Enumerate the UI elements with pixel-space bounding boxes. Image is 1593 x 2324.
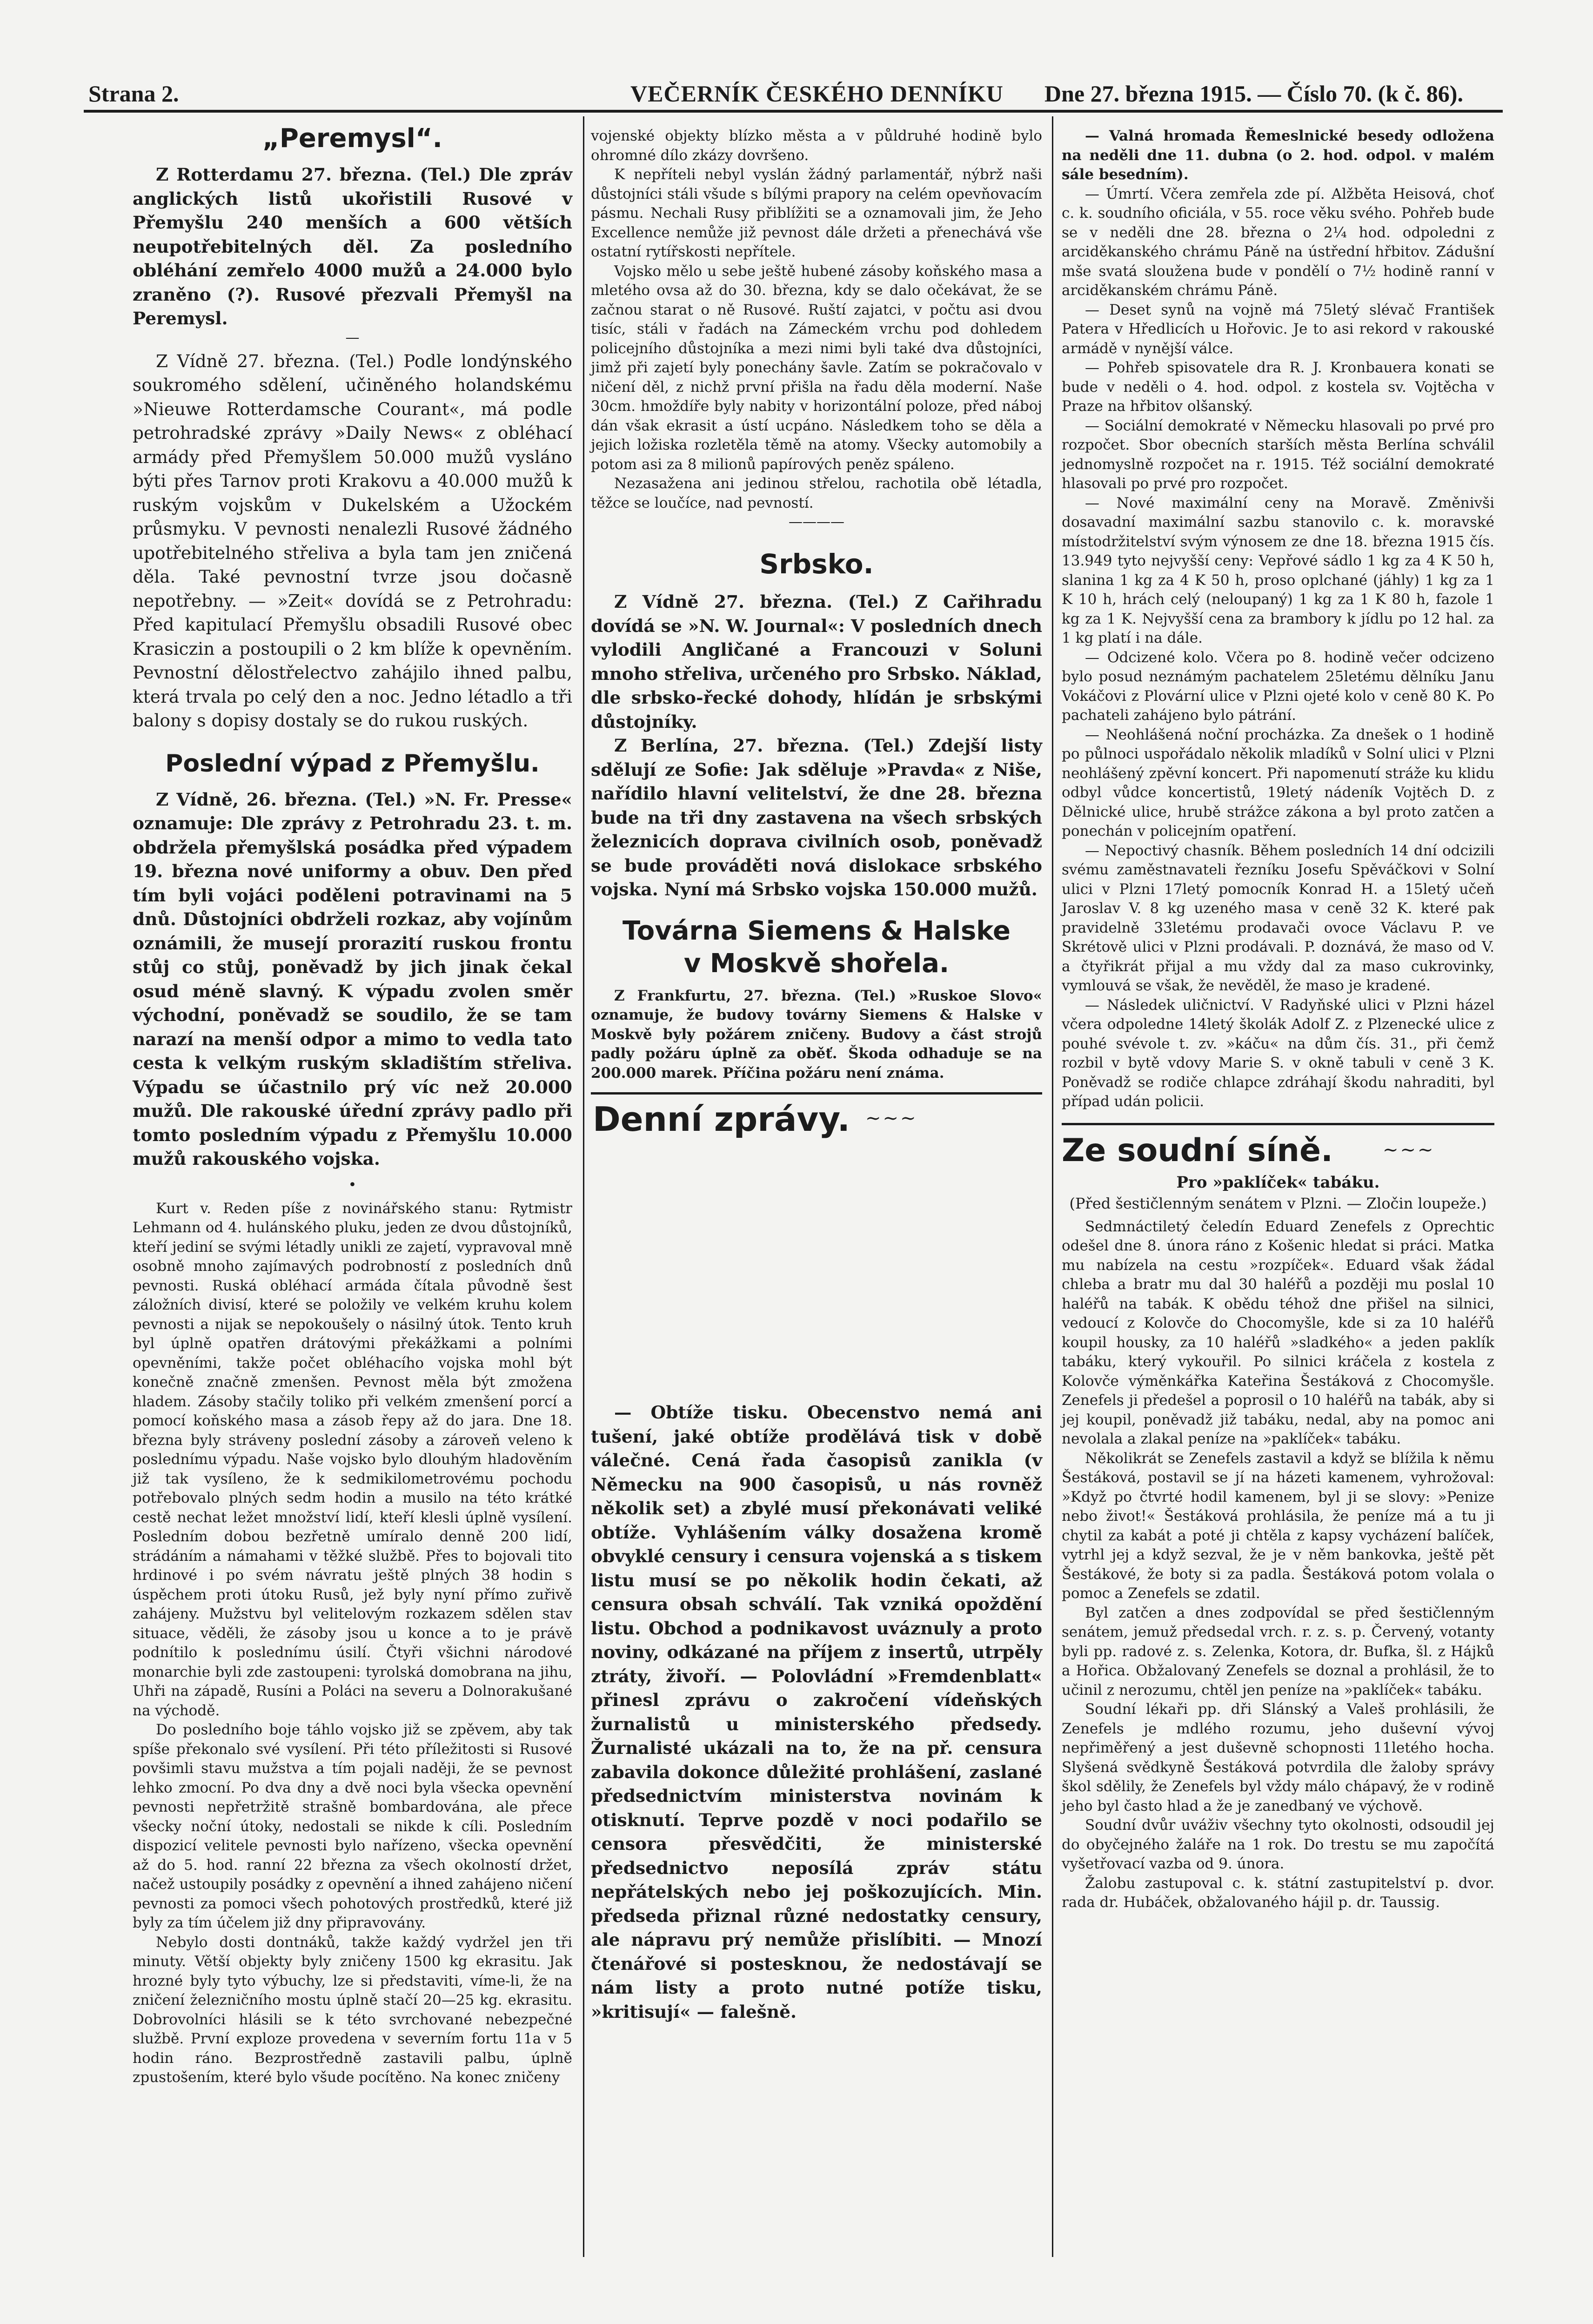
separator: — [345,329,360,346]
article-cont-3: Vojsko mělo u sebe ještě hubené zásoby koňského masa a mletého ovsa až do 30. března, kdy se dalo očekávat, že se začnou starat o ně Rusové. Ruští zajatci, v počtu asi dvou tisíc, stáli v řadách na Zámeckém vrchu pod dohledem policejního důstojníka a mezi nimi byli také dva důstojníci, jimž při zajetí byly ponechány šavle. Zatím se pokračovalo v ničení děl, z nichž první přišla na řadu děla moderní. Naše 30cm. hmoždíře byly nabity v horizontální poloze, před náboj dán však ekrasit a ústí ucpáno. Následkem toho se děla a jejich ložiska rozletěla těmě na atomy. Všecky automobily a potom asi za 8 milionů papírových peněz spáleno. [591,262,1042,473]
headline-last-sortie: Poslední výpad z Přemyšlu. [165,749,540,778]
headline-siemens-1: Továrna Siemens & Halske [622,915,1011,946]
article-rotterdam: Z Rotterdamu 27. března. (Tel.) Dle zpráv anglických listů ukořistili Rusové v Přemyšlu 240 menších a 600 větších neupotřebitelných děl. Za posledního obléhání zemřelo 4000 mužů a 24.000 bylo zraněno (?). Rusové přezvali Přemyšl na Peremysl. [133,164,572,329]
column-rule-1 [583,116,584,2257]
news-9: — Nepoctivý chasník. Během posledních 14 dní odcizili svému zaměstnavateli řezníku Josefu Spěváčkovi v Solní ulici v Plzni 17letý pomocník Konrad H. a 15letý učeň Jaroslav V. 8 kg uzeného masa v ceně 32 K. které pak pravidelně 33letému prodavači ovoce Václavu P. ve Skrétově ulici v Plzni prodávali. P. doznává, že maso od V. a čtyřikrát přijal a mu vždy dal za maso cukrovinky, vymlouvá se však, že nevěděl, že maso je kradené. [1062,842,1494,994]
news-10: — Následek uličnictví. V Radyňské ulici v Plzni házel včera odpoledne 14letý školák Adolf Z. z Plzenecké ulice z pouhé svévole t. zv. »káču« na dům čís. 31., při čemž rozbil v bytě vdovy Marie S. v okně tabuli v ceně 3 K. Poněvadž se rodiče chlapce zdráhají škodu nahraditi, byl případ udán policii. [1062,996,1494,1110]
headline-peremysl: „Peremysl“. [262,123,442,154]
ornament: ~~~ [1383,1139,1435,1161]
news-5: — Sociální demokraté v Německu hlasovali po prvé pro rozpočet. Sbor obecních starších města Berlína schválil jednomyslně rozpočet na r. 1915. Též sociální demokraté hlasovali po prvé pro rozpočet. [1062,417,1494,492]
article-serbia-2: Z Berlína, 27. března. (Tel.) Zdejší listy sdělují ze Sofie: Jak sděluje »Pravda« z Niše, nařídilo hlavní velitelství, že dne 28. března bude na tři dny zastavena na všech srbských železnicích doprava civilních osob, poněvadž se bude prováděti nová dislokace srbského vojska. Nyní má Srbsko vojska 150.000 mužů. [591,735,1042,900]
separator: ———— [789,514,844,530]
column-3 [1062,127,1494,1913]
issue-date: Dne 27. března 1915. — Číslo 70. (k č. 86). [1044,81,1463,107]
court-6: Žalobu zastupoval c. k. státní zastupitelství p. dvor. rada dr. Hubáček, obžalovaného hájil p. dr. Taussig. [1062,1874,1494,1911]
headline-serbia: Srbsko. [759,548,874,580]
headline-daily-news: Denní zprávy. [593,1100,850,1139]
news-6: — Nové maximální ceny na Moravě. Změnivši dosavadní maximální sazbu stanovilo c. k. moravské místodržitelství svým výnosem ze dne 18. března 1915 čís. 13.949 tyto nejvyšší ceny: Vepřové sádlo 1 kg za 4 K 50 h, slanina 1 kg za 4 K 50 h, proso oplchané (jáhly) 1 kg za 1 K 10 h, hrách celý (neloupaný) 1 kg za 1 K 80 h, fazole 1 kg za 1 K. Nejvyšší cena za brambory k jídlu po 12 hal. za 1 kg platí i na dále. [1062,494,1494,646]
article-vienna-2: Z Vídně, 26. března. (Tel.) »N. Fr. Presse« oznamuje: Dle zprávy z Petrohradu 23. t. m. obdržela přemyšlská posádka před výpadem 19. března nové uniformy a obuv. Den před tím byli vojáci poděleni potravinami na 5 dnů. Důstojníci obdrželi rozkaz, aby vojínům oznámili, že musejí prorazití ruskou frontu stůj co stůj, poněvadž by jich jinak čekal osud méně slavný. K výpadu zvolen směr východní, poněvadž se soudilo, že se tam narazí na menší odpor a mimo to vedla tato cesta k velkým ruským skladištím střeliva. Výpadu se účastnilo prý víc než 20.000 mužů. Dle rakouské úřední zprávy padlo při tomto posledním výpadu z Přemyšlu 10.000 mužů rakouského vojska. [133,789,572,1169]
court-3: Byl zatčen a dnes zodpovídal se před šestičlenným senátem, jemuž předsedal vrch. r. z. s. p. Červený, votanty byli pp. radové z. s. Zelenka, Kotora, dr. Bufka, šl. z Hájků a Hořica. Obžalovaný Zenefels se doznal a prohlásil, že to učinil z nerozumu, chtěl jen peníze na »paklíček« tabáku. [1062,1604,1494,1699]
court-1: Sedmnáctiletý čeledín Eduard Zenefels z Oprechtic odešel dne 8. února ráno z Košenic hledat si práci. Matka mu nabízela na cestu »rozpíček«. Eduard však žádal chleba a bratr mu dal 30 haléřů a později mu poslal 10 haléřů na tabák. K obědu téhož dne přišel na silnici, vedoucí z Kolovče do Chocomyšle, kde si za 10 haléřů koupil housky, za 10 haléřů »sladkého« a jeden paklík tabáku, který vykouřil. Po silnici kráčela z kostela z Kolovče výměnkářka Kateřina Šestáková z Chocomyšle. Zenefels ji předešel a poprosil o 10 haléřů na tabák, aby si jej koupil, poněvadž již tabáku, nedal, aby na pomoc ani nevolala a zlakal peníze na »paklíček« tabáku. [1062,1218,1494,1447]
court-4: Soudní lékaři pp. dři Slánský a Valeš prohlásili, že Zenefels je mdlého rozumu, jeho duševní vývoj nepřiměřený a jest duševně schopnosti 11letého hocha. Slyšená svědkyně Šestáková potvrdila dle žaloby správy škol sdělily, že Zenefels byl vždy málo chápavý, že v rodině jeho byl často hlad a že je zanedbaný ve výchově. [1062,1701,1494,1814]
section-rule [591,1092,1042,1095]
column-1 [133,120,572,2088]
headline-court: Ze soudní síně. [1062,1132,1333,1169]
article-vienna-1: Z Vídně 27. března. (Tel.) Podle londýnského soukromého sdělení, učiněného holandskému »Nieuwe Rotterdamsche Courant«, má podle petrohradské zprávy »Daily News« z obléhací armády před Přemyšlem 50.000 mužů vysláno býti přes Tarnov proti Krakovu a 40.000 mužů k ruským vojskům v Dukelském a Užockém průsmyku. V pevnosti nenalezli Rusové žádného upotřebitelného střeliva a byla tam jen zničená děla. Také pevnostní tvrze jsou dočasně nepotřebny. — »Zeit« dovídá se z Petrohradu: Před kapitulací Přemyšlu obsadili Rusové obec Krasiczin a postoupili o 2 km blíže k opevněním. Pevnostní dělostřelectvo zahájilo ihned palbu, která trvala po celý den a noc. Jedno létadlo a tři balony s dopisy dostaly se do rukou ruských. [133,350,572,731]
news-7: — Odcizené kolo. Včera po 8. hodině večer odcizeno bylo posud neznámým pachatelem 25letému dělníku Janu Vokáčovi z Plovární ulice v Plzni ojeté kolo v ceně 80 K. Po pachateli zahájeno bylo pátrání. [1062,649,1494,724]
headline-siemens-2: v Moskvě shořela. [683,948,950,979]
article-reden-2: Do posledního boje táhlo vojsko již se zpěvem, aby tak spíše překonalo své vysílení. Při této příležitosti si Rusové povšimli stavu mužstva a tím pojali naději, že se pevnost lehko zmocní. Po dva dny a dvě noci byla všecka opevnění pevnosti nepřetržitě strašně bombardována, ale přece všecky noční útoky, nedostali se nikde k cíli. Posledním dispozicí velitele pevnosti bylo nařízeno, všecka opevnění až do 5. hod. ranní 22 března za všech okolností držet, načež ustoupily posádky z opevnění a ihned zahájeno ničení pevnosti za pomoci všech pohotových prostředků, které již byly za tím účelem již dny připravovány. [133,1721,572,1931]
article-cont-2: K nepříteli nebyl vyslán žádný parlamentář, nýbrž naši důstojníci stáli všude s bílými prapory na celém opevňovacím pásmu. Nechali Rusy přiblížiti se a oznamovali jim, že Jeho Excellence nemůže již pevnost dále držeti a přenechává vše ostatní rytířskosti nepřítele. [591,166,1042,260]
article-reden-3: Nebylo dosti dontnáků, takže každý vydržel jen tři minuty. Větší objekty byly zničeny 1500 kg ekrasitu. Jak hrozné byly tyto výbuchy, lze si představiti, víme-li, že na zničení železničního mostu úplně stačí 20—25 kg. ekrasitu. Dobrovolníci hlásili se k této svrchované nebezpečné službě. První exploze provedena v severním fortu 11a v 5 hodin ráno. Bezprostředně zastavili palbu, úplně zpustošením, které bylo všude pocítěno. Na konec zničeny [133,1934,572,2086]
ornament: ~~~ [865,1108,918,1129]
article-reden-1: Kurt v. Reden píše z novinářského stanu: Rytmistr Lehmann od 4. hulánského pluku, jeden ze dvou důstojníků, kteří jediní se svými létadly unikli ze zajetí, vypravoval mně osobně mnoho zajímavých podrobností z posledních dnů pevnosti. Ruská obléhací armáda čítala původně šest záložních divisí, které se položily ve velkém kruhu kolem pevnosti a nijak se nepokoušely o násilný útok. Tento kruh byl úplně opatřen drátovými překážkami a polními opevněními, takže počet obléhacího vojska mohl být konečně značně zmenšen. Pevnost měla být zmožena hladem. Zásoby stačily toliko při velkém zmenšení porcí a pomocí koňského masa a zásob řepy až do jara. Dne 18. března byly stráveny poslední zásoby a zároveň veleno k poslednímu výpadu. Naše vojsko bylo dlouhým hladověním již tak vysíleno, že k sedmikilometrovému pochodu potřebovalo plných sedm hodin a musilo na této krátké cestě nechat ležet množství lidí, kteří klesli úplně vysílení. Posledním dobou bezřetně umíralo denně 200 lidí, strádáním a námahami v těžké službě. Přes to bojovali tito hrdinové i po svém návratu ještě plných 38 hodin s úspěchem proti útoku Rusů, jež byly nyní přímo zuřivě zahájeny. Mužstvu byl velitelovým rozkazem sdělen stav situace, věděli, že zásoby jsou u konce a to je právě podnítilo k poslednímu úsilí. Čtyři všichni národové monarchie byli zde zastoupeni: tyrolská domobrana na jihu, Uhři na západě, Rusíni a Poláci na severu a Dolnorakušané na východě. [133,1200,572,1719]
news-4: — Pohřeb spisovatele dra R. J. Kronbauera konati se bude v neděli o 4. hod. odpol. z kostela sv. Vojtěcha v Praze na hřbitov olšanský. [1062,359,1494,415]
court-subtitle: Pro »paklíček« tabáku. [1176,1173,1380,1192]
section-rule [1062,1123,1494,1125]
masthead-title: VEČERNÍK ČESKÉHO DENNÍKU [630,81,1004,107]
article-cont-1: vojenské objekty blízko města a v půldruhé hodině bylo ohromné dílo zkázy dovršeno. [591,128,1042,164]
page-header [88,80,1498,108]
news-2: — Úmrtí. Včera zemřela zde pí. Alžběta Heisová, choť c. k. soudního oficiála, v 55. roce věku svého. Pohřeb bude se v neděli dne 28. března o 2¼ hod. odpoledni z arciděkanského chrámu Páně na ústřední hřbitov. Zádušní mše svatá sloužena bude v pondělí o 7½ hodině ranní v arciděkanském chrámu Páně. [1062,185,1494,299]
court-senate-note: (Před šestičlenným senátem v Plzni. — Zločin loupeže.) [1069,1194,1487,1212]
separator-dot: • [348,1176,357,1193]
article-frankfurt: Z Frankfurtu, 27. března. (Tel.) »Ruskoe Slovo« oznamuje, že budovy továrny Siemens & Halske v Moskvě byly požárem zničeny. Budovy a část strojů padly požáru úplně za oběť. Škoda odhaduje se na 200.000 marek. Příčina požáru není známa. [591,987,1042,1081]
news-1: — Valná hromada Řemeslnické besedy odložena na neděli dne 11. dubna (o 2. hod. odpol. v malém sále besedním). [1062,128,1494,183]
court-heading [1062,1130,1494,1172]
daily-news-heading [591,1098,1042,1140]
court-2: Několikrát se Zenefels zastavil a když se blížila k němu Šestáková, postavil se jí na házeti kamenem, vyhrožoval: »Když po čtvrté hodil kamenem, byl ji se slovy: »Penize nebo život!« Šestáková prohlásila, že peníze má a tu ji chytil za kabát a poté ji chtěla z kapsy vycházení balíček, vytrhl jej a když sezval, že je v něm bankovka, ještě pět Šestákové, že boty si za padla. Šestáková potom volala o pomoc a Zenefels se zdatil. [1062,1450,1494,1602]
article-serbia-1: Z Vídně 27. března. (Tel.) Z Cařihradu dovídá se »N. W. Journal«: V posledních dnech vylodili Angličané a Francouzi v Soluni mnoho střeliva, určeného pro Srbsko. Náklad, dle srbsko-řecké dohody, hlídán je srbskými důstojníky. [591,591,1042,732]
column-rule-2 [1052,116,1053,2257]
court-5: Soudní dvůr uváživ všechny tyto okolnosti, odsoudil jej do obyčejného žaláře na 1 rok. Do trestu se mu započítá vyšetřovací vazba od 9. února. [1062,1817,1494,1872]
column-2 [591,127,1042,2024]
page-number: Strana 2. [88,81,179,107]
article-press-obstacles: — Obtíže tisku. Obecenstvo nemá ani tušení, jaké obtíže prodělává tisk v době válečné. Cená řada časopisů zanikla (v Německu na 900 časopisů, u nás rovněž několik set) a zbylé musí překonávati veliké obtíže. Vyhlášením války dosažena kromě obvyklé censury i censura vojenská a s tiskem listu musí se po několik hodin čekati, až censura obsah schválí. Tak vzniká opoždění listu. Obchod a podnikavost uváznuly a proto noviny, odkázané na příjem z insertů, utrpěly ztráty, živoří. — Polovládní »Fremdenblatt« přinesl zprávu o zakročení vídeňských žurnalistů u ministerského předsedy. Žurnalisté ukázali na to, že na př. censura zabavila dokonce důležité prohlášení, zaslané předsednictvím ministerstva novinám k otisknutí. Teprve pozdě v noci podařilo se censora přesvědčiti, že ministerské předsednictvo neposílá zpráv státu nepřátelských nebo jej poškozujících. Min. předseda přiznal různé nedostatky censury, ale nápravu prý nemůže přislíbiti. — Mnozí čtenářové si postesknou, že nedostávají se nám listy a proto nutné potíže tisku, »kritisují« — falešně. [591,1402,1042,2022]
article-cont-4: Nezasažena ani jedinou střelou, rachotila obě létadla, těžce se loučíce, nad pevností. [591,475,1042,511]
header-rule [84,110,1503,113]
news-8: — Neohlášená noční procházka. Za dnešek o 1 hodině po půlnoci uspořádalo několik mladíků v Solní ulici v Plzni neohlášený zpěvní koncert. Při napomenutí stráže ku klidu odbyl vůdce koncertistů, 19letý nádeník Vojtěch D. z Dělnické ulice, hrubě strážce zákona a byl proto zatčen a ponechán v policejním opatření. [1062,726,1494,840]
news-3: — Deset synů na vojně má 75letý slévač František Patera v Hředlicích u Hořovic. Je to asi rekord v rakouské armádě v nynější válce. [1062,301,1494,357]
